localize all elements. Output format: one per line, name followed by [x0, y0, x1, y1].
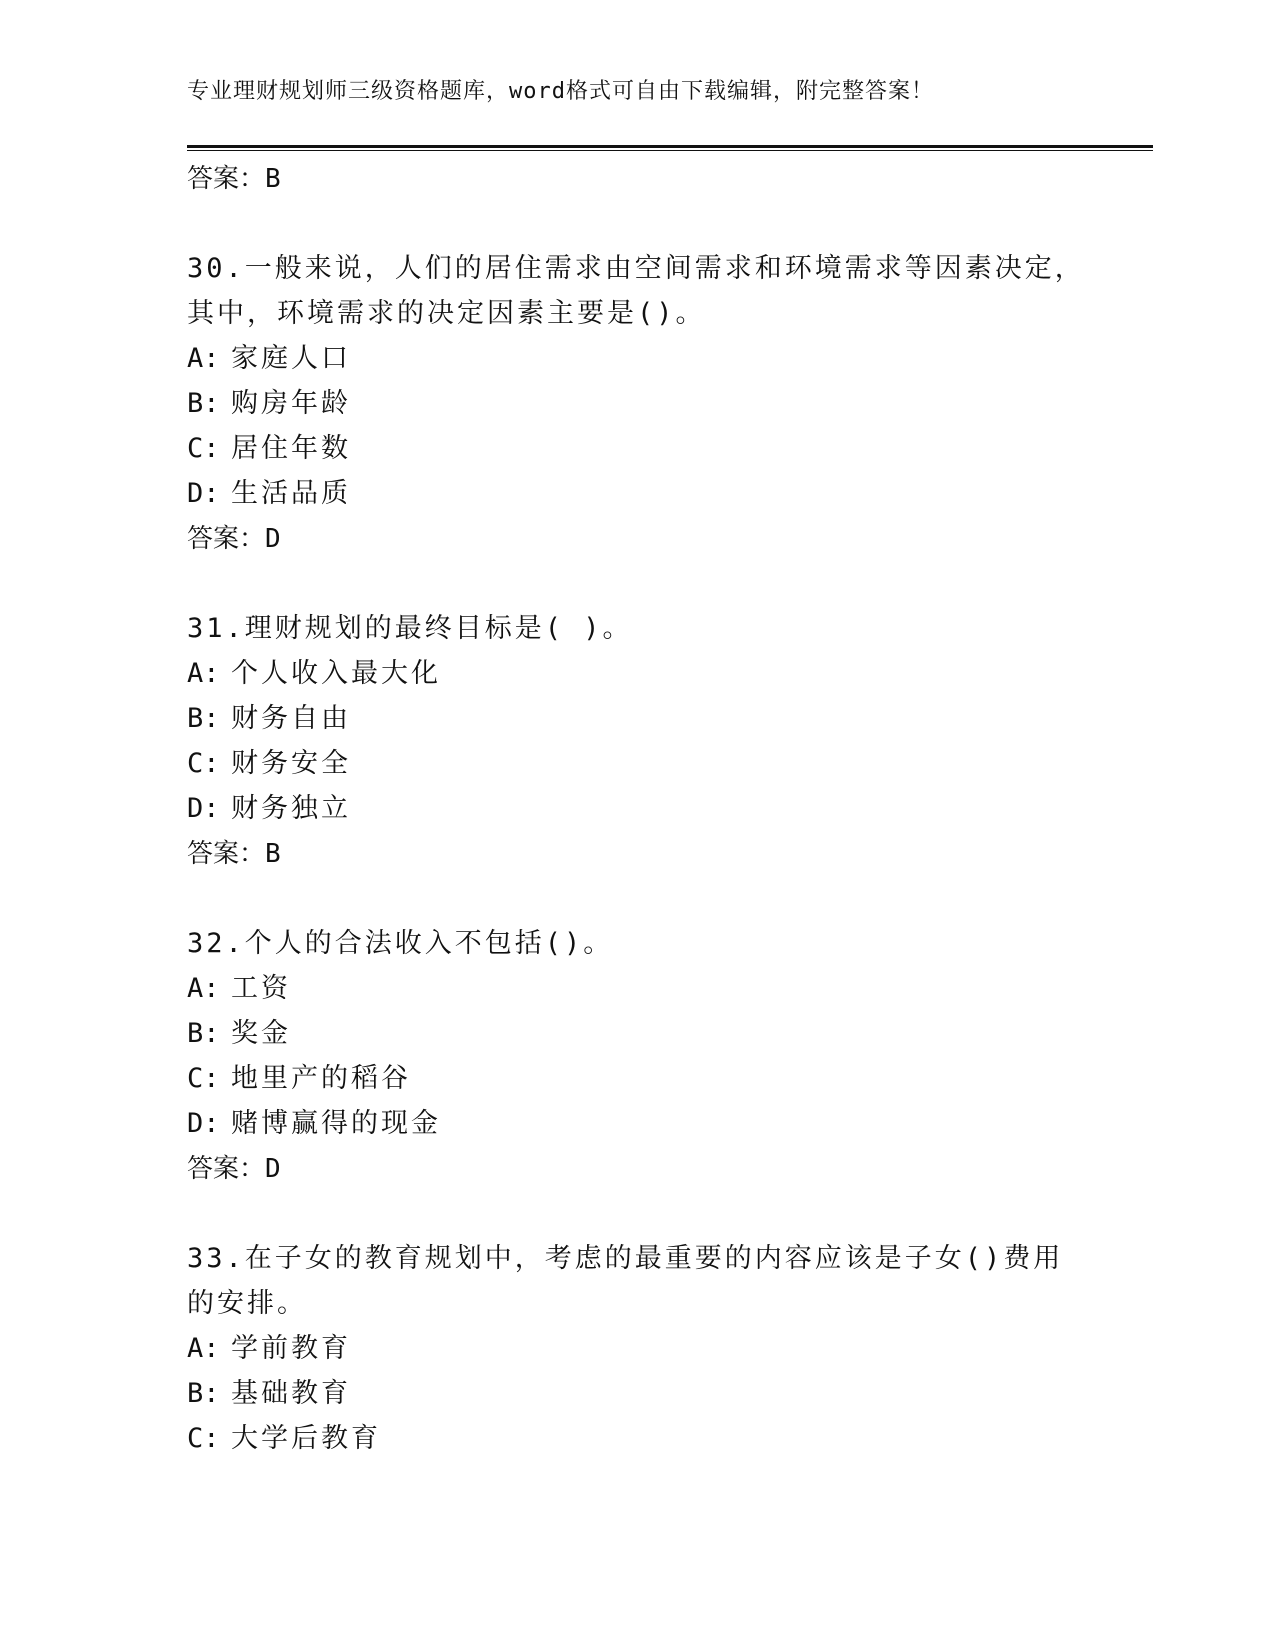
option-key: C: — [187, 433, 220, 464]
option-key: D: — [187, 478, 220, 509]
question-text: 32.个人的合法收入不包括()。 — [187, 928, 614, 959]
answer-value: D — [265, 1154, 281, 1184]
option-b — [187, 696, 1087, 741]
option-text: 奖金 — [231, 1018, 291, 1049]
option-a — [187, 651, 1087, 696]
answer-line — [187, 516, 1087, 562]
option-a — [187, 966, 1087, 1011]
option-key: D: — [187, 793, 220, 824]
option-key: C: — [187, 1063, 220, 1094]
option-key: B: — [187, 703, 220, 734]
option-text: 工资 — [231, 973, 291, 1004]
option-key: D: — [187, 1108, 220, 1139]
option-b — [187, 381, 1087, 426]
option-a — [187, 336, 1087, 381]
answer-line — [187, 156, 1087, 202]
option-c — [187, 426, 1087, 471]
answer-label: 答案： — [187, 1154, 266, 1184]
option-text: 购房年龄 — [231, 388, 351, 419]
option-c — [187, 1056, 1087, 1101]
answer-value: D — [265, 524, 281, 554]
option-text: 赌博赢得的现金 — [231, 1108, 441, 1139]
option-text: 个人收入最大化 — [231, 658, 441, 689]
option-text: 财务自由 — [231, 703, 351, 734]
option-key: A: — [187, 973, 220, 1004]
option-d — [187, 471, 1087, 516]
option-b — [187, 1371, 1087, 1416]
option-key: B: — [187, 1378, 220, 1409]
option-key: C: — [187, 748, 220, 779]
question-31 — [187, 606, 1087, 877]
question-30 — [187, 246, 1087, 562]
answer-line — [187, 1146, 1087, 1192]
option-text: 生活品质 — [231, 478, 351, 509]
question-text: 30.一般来说，人们的居住需求由空间需求和环境需求等因素决定，其中，环境需求的决定因素主要是()。 — [187, 253, 1085, 329]
page-header: 专业理财规划师三级资格题库，word格式可自由下载编辑，附完整答案！ — [187, 79, 934, 104]
header-rule-thin — [187, 150, 1153, 151]
option-b — [187, 1011, 1087, 1056]
option-text: 地里产的稻谷 — [231, 1063, 411, 1094]
question-text: 31.理财规划的最终目标是( )。 — [187, 613, 633, 644]
option-text: 学前教育 — [231, 1333, 351, 1364]
option-text: 家庭人口 — [231, 343, 351, 374]
option-text: 大学后教育 — [231, 1423, 381, 1454]
option-text: 基础教育 — [231, 1378, 351, 1409]
option-a — [187, 1326, 1087, 1371]
option-d — [187, 786, 1087, 831]
option-c — [187, 1416, 1087, 1461]
answer-value: B — [265, 164, 281, 194]
question-32 — [187, 921, 1087, 1192]
option-text: 财务独立 — [231, 793, 351, 824]
option-key: A: — [187, 343, 220, 374]
question-list — [187, 156, 1087, 1461]
answer-line — [187, 831, 1087, 877]
option-key: A: — [187, 658, 220, 689]
option-text: 财务安全 — [231, 748, 351, 779]
option-text: 居住年数 — [231, 433, 351, 464]
question-33 — [187, 1236, 1087, 1461]
option-key: B: — [187, 388, 220, 419]
answer-label: 答案： — [187, 524, 266, 554]
answer-value: B — [265, 839, 281, 869]
option-key: C: — [187, 1423, 220, 1454]
answer-label: 答案： — [187, 839, 266, 869]
option-c — [187, 741, 1087, 786]
option-key: A: — [187, 1333, 220, 1364]
option-key: B: — [187, 1018, 220, 1049]
header-rule-thick — [187, 145, 1153, 148]
answer-label: 答案： — [187, 164, 266, 194]
option-d — [187, 1101, 1087, 1146]
question-text: 33.在子女的教育规划中，考虑的最重要的内容应该是子女()费用的安排。 — [187, 1243, 1064, 1319]
